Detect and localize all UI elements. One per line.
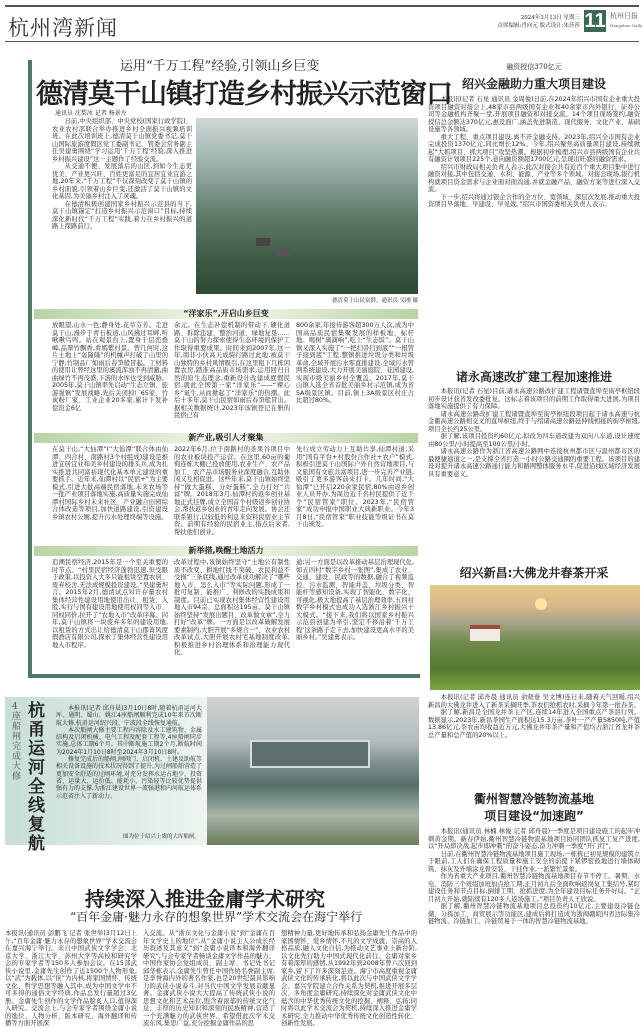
logo-text: 杭州日报	[610, 12, 638, 20]
logo-en: Hangzhou Daily	[610, 23, 643, 28]
paragraph: 修复完成后的船闸,闸阀门、启闭机、土建及助航等相关设备设施的技术状况得到了提升,为过闸船舶营造了更加安全舒适的过闸环境,对充分发挥水运占地少、投资省、运量大、运价低、能耗小、污染轻等比较优势提供强有力的支撑,为浙江建设世界一流强港和内河航运体系示范省注入了新动力。	[56, 756, 202, 800]
column: 通;另一方面是以改革推动基层治理现代化,如五四村“数字乡村一张图”,集成了农业、交通、建设、民政等的数据,融合了视频监控、污水监测、智能井盖、垃圾分类、智能杆等感知设备,实现了智能化、数字化、可视化,极大地提高了基层治理效率,五四村数字乡村模式也成功入选浙江乡村振兴十大模式。“接下来,我们将以国家乡村振兴示范县创建为牵引,坚定不移沿着‘千万工程’这条路子走下去,加快建设更高水平的美丽乡村。”吴建勇表示。	[296, 559, 414, 641]
paragraph: 本报讯(通讯员 林楠 林俊 记者 邱舟晨)一季度是项目建设施工的起步冲刺黄金期。新春伊始,衢州智慧冷链物流基地项目协同团队抓复工复产进度,以“开局即决战,起步即冲刺”的奋斗姿态,奋力冲刺一季度“开门红”。	[428, 828, 640, 850]
highway-headline: 诸永高速改扩建工程加速推进	[455, 370, 612, 384]
paragraph: 日前,中央组织部、中央党校(国家行政学院)、农业农村部联合举办推进乡村全面振兴视频培训班。在此次培训班上,德清莫干山镇党委书记,莫干山国际旅游度假区党工委副书记、管委会常务副主任吴建勇围绕“学习运用‘千万工程’经验,深入推进乡村振兴建设”这一主题作了经验交流。	[52, 118, 192, 163]
paragraph: 据了解,该项目投资约60亿元,拟改为四车道改建为双向八车道,设计速度由80公里/小时提高至100公里/小时。	[428, 433, 640, 448]
coldchain-headline	[428, 790, 640, 824]
column: 本报讯(通讯员 彭鹏飞 记者 张世举)3月12日上午,“百年金庸·魅力永存的想象世界”学术交流会在嘉兴海宁举行。来自中国武侠文学学会、北京大学、浙江大学、苏州大学等高校和研究学会的专家学者等150多人参加会议。在15部武侠小说里,金庸先生创作了近1500个人物形象,以“武”为载体,以“侠”为内核,将家国情怀、传统文化、哲学思想等融入其中,成为中国文学中不可多得的通俗文学经典,作品总发行量超过3亿册。金庸先生创作的文学作品脍炙人口,值得深入研究。交流会上,与会专家学者围绕金庸小说的地位、人物分析、版本研究、海外翻译和传播等方面开展深	[5, 930, 137, 1027]
paragraph: 绍兴市财政局相关负责人表示,此次对接会共有近百个重大项目集中进行融资对接,其中包括交通、水利、能源、产业等多个领域。对接会现场,银行机构就项目资金需求与企业面对面沟通,并就金融产品、融资方案等进行深入交流。	[428, 163, 640, 193]
column: 入交流。从“浙东文化与金庸小说”到“金庸在百年文学史上的地位”,从“金庸小说主人公成长经历叙述及其意义”到“金庸小说译本和海外翻译研究”,与会专家学者畅谈金庸文学作品的魅力。中国作家协会党组成员、副主席、书记处书记邱华栋表示,金庸先生曾任中国作协名誉副主席,是享誉海内外的著名作家,也是20世纪最具影响力的武侠小说泰斗,对当代中国文学发展贡献显著。金庸武侠小说大大提高了传统武侠小说的思想文化和艺术品位,饱含着浓郁的传统文化气息、丰厚的历史知识和深刻的民族精神,营造了一个充满魅力的武侠世界。希望借此次学术交流东风,集思广益,充分挖掘金庸作品的思	[143, 930, 275, 1027]
finance-headline: 绍兴金融助力重大项目建设	[461, 77, 606, 91]
paragraph: 重大工程、重点项目建设,离不开金融支持。2023年,绍兴全市国有企业完成投资1370亿元,同比增长12%。今年,绍兴聚焦高质量项目建设,持续掀起“大抓项目、抓大项目”攻坚热潮。根据初步梳理,绍兴市县两级国有企业共有融资计划项目225个,意向融资额超1700亿元,呈现出旺盛的融资需求。	[428, 133, 640, 163]
paragraph: 本报讯(记者 石星 通讯员 金周俊)日前,在2024年绍兴市国有企业重大投资项目融资对接会上,48家市县两级国有企业和40余家市内外银行、证券公司等金融机构齐聚一堂,开展项目融资和对接交流。14个项目现场签约,融资授信总金额达370亿元,惠及面广,涵盖先进制造、现代服务、文化产业、基础设施等各领域。	[428, 96, 640, 133]
main-byline: 通讯员 沈梨冰 记者 杨景左	[55, 110, 127, 117]
jinyong-subtitle: “百年金庸·魅力永存的想象世界”学术交流会在海宁举行	[70, 910, 363, 924]
jinyong-headline: 持续深入推进金庸学术研究	[85, 887, 325, 911]
column: 2022年6月,位于南路村的茶果谷项目中的农业板块投产运营。在这里,60亩的葡萄连栋大棚已投放使用,农业生产、农产品加工、农产品市场服务业深度融合,互助休闲又互相促进。这些年来,莫干山镇始终坚持“做大蛋糕、分好蛋糕”,全力打好“共富”牌。2018年3月,仙潭村的返乡创业基地正式挂牌,成立全国首个村级返乡创业协会,帮扶返乡创业的青年走向发展。协会还联系银行,以较低的利息来资料民宿业主节资。前期有经验的民宿业主,指点后来者,帮扶他们创业。	[174, 446, 290, 536]
column: 改革过程中,该镇始终坚守“土地公有制性质不改变、耕地红线不突破、农民利益不受损”三条底线,通过改革成功解决了“哪些地入市、怎么入市”等实际问题,形成了一批可复制、能推广、利修改的实践成果和制度。目前已实现农村集体经营性建设用地入市94宗、总面积达195亩。莫干山镇始终坚持“发展出题目、改革做文章”,全力打好“改革”牌。一方面是以改革破解发展要素制约,大胆开展“多规合一”、农业农村改革试点,大胆开展农村宅基地制度改革,积极推进乡村治理体系和治理能力现代化。	[174, 559, 290, 656]
header-bottom-rule	[5, 41, 639, 42]
mountain-photo	[196, 118, 418, 294]
ship-lock-photo	[207, 697, 419, 845]
column: 在莫干山,“大仙潭”(“大仙潭”联合体由仙潭、四合村、南路村3个村组成)建设是推进宜居宜业和美乡村建设的排头兵,成为扎实推进共同富裕现代化基本单元建设的重要抓手。近年来,仙潭村以“民宿+”为主要模式,引进大批高端民宿落地,未来农场等一批产业项目落地实施,高质量实施完成仙潭村国际乡村未来社区、产业融合田园综合体改造等项目,加快道路建设,引资建设乡镇农村公厕,提升污水处理终端等设施。	[52, 446, 168, 521]
paragraph: 诸永高速公路作为浙江省高速公路网中连接杭州都市区与温州都市区的最便捷通道之一,是支撑全省打造一小时公路交通圈的重要工程。该项目的建设对提升诸永高速公路通行能力和路网整体服务水平,促进沿线区域经济发展具有重要意义。	[428, 448, 640, 478]
headline-line: 项目建设“加速跑”	[484, 809, 584, 823]
column: 800余家,年接待游客超300万人次,成为中国高品质民宿集聚发展的样板地、标杆地。喝树“滴滴响”,吃上“生态饭”。莫干山镇又深入实施了“一把扫帚扫到底”“一根管子接到底”工程,整镇推进垃圾分类和垃圾革命,全域开展污水零直排建设,全域污水管网系统建设,大力开展美丽庭院、花园建设,实现市级美丽乡村全覆盖。2017年,莫干山镇入选全省首批美丽乡村示范镇,成为省5A级景区镇。目前,镇上3A级景区村庄占比超过80%。	[296, 322, 414, 404]
canal-headline: 杭甬运河全线复航	[28, 701, 45, 854]
column: 余元。在生态补偿机制的带动下,硬化道路、拆除违建、整治河道、绿地复垦……莫干山的努力探索使得生态环境的保护工作取得重要成果。时间来到2007年,这一年,南非小伙高天成骑行路过此地,被莫干山独特的乡村风情吸引,在这里租下几栋闲置农房,踏准高品质市场需求,运用回归自然的原生态理念,重新设计改建成度假民宿,就此全国第一家“洋家乐”——“裸心乡”诞生,从而掀起了“洋家乐”的热潮。此后十多年,莫干山民宿如雨后春笋般冒出。据相关数据统计,2023年该镇登记在册的民宿已有	[174, 322, 290, 419]
house-shape	[256, 238, 270, 246]
paragraph: 从交通不便、发展落后的山区,到如今生态更优美、产业更兴旺、百姓更富足的宜居宜业宜游之地,20年来,“千万工程”不仅深刻改变了莫干山镇的乡村面貌,引领着山乡巨变,还激活了莫干山镇的文化基因,为美丽乡村注入了灵魂。	[52, 163, 192, 200]
paragraph: 本报讯(记者 邱舟晨 通讯员 俞晓垂 吴文博)连日来,随着天气回暖,绍兴新昌的大佛龙井进入了新茶采摘旺季,茶农们抢抓农时,采摘今年第一批春茶。	[428, 694, 640, 709]
paragraph: 日前,在衢州智慧冷链物流基地项目施工现场,一栋栋已初见规模的建筑立于眼前,工人们在确保工程质量和施工安全的前提下紧锣密鼓地进行墙体砌筑、抹灰及外墙涂龙骨安装、干挂作业,一派繁忙景象。	[428, 850, 640, 873]
newspaper-logo	[610, 12, 642, 30]
subhead-new-industry: 新产业,吸引人才聚集	[34, 433, 418, 443]
column: 追溯民宿经济,2015年是一个至关重要的时节点。“村里民宿经济蓬勃迅速,但受限于政策,以投资人大多只能租赁空置农居、废弃校舍,无法成规模投资建设。”吴建勇坦言。2015年2月,德清试点对许存量农村集体经营性建设用地使用出让、租赁、入股,实行与国有建设用地使用权同等入市、同权同价,拉开了“农地入市”改革序幕。同年,莫干山镇将一块废弃多年的建设用地,以租赁的方式出让给德清莫干山郡箐风度假酒店有限公司,探索了集体经营性建设用地入市程序。	[52, 559, 168, 649]
paragraph: 在德清积极创建国家乡村振兴示范县的当下,莫干山镇锚定“打造乡村振兴示范窗口”目标,持续深化新时代“千万工程”实践,着力在乡村振兴的道路上探路前行。	[52, 200, 192, 230]
tea-headline: 绍兴新昌:大佛龙井春茶开采	[459, 566, 609, 580]
main-headline: 德清莫干山镇打造乡村振兴示范窗口	[36, 79, 452, 110]
paragraph: 下一步,绍兴将通过银企合作的全方位、宽领域、深层次发展,推动重大投资项目早落地、早建设、早见效。”绍兴市国资委相关负责人表示。	[428, 193, 640, 208]
coldchain-body	[428, 828, 640, 1022]
canal-caption: 图为位于绍兴上虞的大厍船闸。	[122, 834, 200, 840]
sun-shape	[535, 598, 547, 610]
headline-line: 衢州智慧冷链物流基地	[473, 792, 594, 806]
canal-body	[56, 705, 202, 823]
house-shape	[276, 248, 290, 256]
tea-body	[428, 694, 640, 762]
header-top-rule	[5, 5, 639, 7]
paragraph: 本报讯(记者 邱舟晨)3月10日8时,随着杭甬运河大厍、通明、蜀山、姚江4座船闸顺利完成10年来首次断航大修,杭甬运河绍兴段、宁波段全线恢复通航。	[56, 705, 202, 727]
photo-caption: 德清莫干山民宿群。通讯员 吴刚 摄	[332, 298, 418, 304]
finance-body	[428, 96, 640, 346]
highway-body	[428, 388, 640, 548]
ship-lock-shape	[250, 740, 370, 768]
page-number: 11	[584, 10, 606, 32]
issue-date: 2024年3月13日 星期三	[520, 15, 580, 21]
column: 放眼望,山水一色;静身处,花草芬芳。走进莫干山,漫步于青石板道,山风拂过耳畔,听啾啾鸟鸣。站在观景台上,置身于层峦叠嶂,品翠竹飘香,看嫣紫村景。曾几何时,这片土地上“轰隆隆”的机械声打破了山里的宁静,竹制品厂如雨后春笋般冒起。工材料的使用让曾经这里的溪流浑浊不再清澈,曲曲绿竹不再茂盛,下游的水库也受到威胁。2005年,莫干山镇率先启动“生态立镇、旅游强镇”发展战略,先后关闭掉厂65家、竹炭粉厂家、工业企业20多家,累计下发补偿资金6亿	[52, 322, 168, 412]
house-shape	[470, 625, 500, 641]
dateline	[480, 14, 580, 30]
main-subtitle: 运用“千万工程”经验,引领山乡巨变	[120, 59, 320, 74]
column: 先行成立劳动力上互助共享,仙潭村道;采用“国有平台+村股份合作社+农户”模式,积极引进莫干山国际户外自然营地项目,与文旅国有文旅共富项目,进一步完善产业链,吸引了更多游客前来打卡。几年时间,“大仙潭”已开启220余家民宿,80%由返乡创业人员开办,为周边近千名村民提供了近千个“民宿管家”职位。2023年,“民宿管家”成功申报中国职业大典新职业。今年3月8日,“民宿管家”职业技能等级证书在莫干山颁发。	[296, 446, 414, 528]
main-intro	[52, 118, 192, 293]
finance-kicker: 融资授信370亿元	[506, 63, 562, 71]
editors: 首席编辑:肖向元 版式设计:朱莎莎	[497, 23, 580, 29]
paragraph: 本次船闸大修主要工程内容除及水工建筑物、金属结构及启闭机械、电气工程及配套工程等,4座船闸同步实施,总体工期6个月。其中断航施工期2个月,断航时间为2024年1月10日8时至2024年3月10日8时。	[56, 726, 202, 756]
subhead-new-measures: 新举措,唤醒土地活力	[34, 546, 418, 556]
canal-side-title: 4座船闸完成大修	[12, 702, 22, 782]
subhead-yangjiale: “洋家乐”,开启山乡巨变	[34, 309, 418, 319]
paragraph: 诸永高速公路改扩建工程诸暨直埠至街亭枢纽段项目起于诸永高速与杭金衢高速公路相交叉的直埠枢纽,终于与绍诸高速公路延伸线相接的街亭枢纽,项目全长约25公里。	[428, 410, 640, 433]
paragraph: 据了解,衢州智慧冷链物流基地项目总投资约10亿元,主要建设冷链仓储、分拣加工、商贸展示等功能区,建成后将打造成为浙闽赣皖四省边际集冷链物流、冷链加工、冷链贸易于一体的智慧冷链物流基地。	[428, 903, 640, 925]
paragraph: 作为省重大产业项目,衢州智慧冷链物流基地项目春节不停工。暑期、水电、消防三个班组加班加点抢工期,正月初九后全面吹响返岗复工集结号,紧盯建设任务和节点目标,倒排工期、抢抓进度,为全年建设目标任务开好局。“正月初九开始,就陆续有120多人返场施工。”项目负责人王欣说。	[428, 873, 640, 903]
paragraph: 本报讯(记者 石星)目前,诸永高速公路改扩建工程诸暨直埠至街亭枢纽段初步设计获省发改委批复。这标志着该项目的前期工作取得重大进展,为项目落地实施提供了有力保障。	[428, 388, 640, 410]
column: 想精神力量,更好地传承和弘扬金庸先生作品中的家国情怀、爱乡情怀,不凡的文学成就、崇高的人格品质,融入文化自信,为推动文艺事业上新台阶,以文化先行助力中国式现代化前行。金庸对家乡有着深厚的感情,从1992年到2008年曾六次回到家乡,留下了许多深刻足迹。海宁市高度重视金庸武侠文化的传承转化,将以此次与中国武侠文学学会、嘉兴学院建立合作关系为契机,推进开展多层次、多角度金庸研究,持续深化对金庸武侠文化中蕴含的中华优秀传统文化的挖掘、阐释、弘扬;同时将以此学术交流会为契机,持续深入推进金庸学术研究,全力推动中华优秀传统文化创造性转化、创新性发展。	[281, 930, 417, 1027]
paragraph: 据了解,新昌是全国龙井茶主产区,连续14年进入全国重点产茶县行列。数据显示,2023年,新昌茶园生产面积达15.3万亩,茶叶一产产量5850吨,产值13.86亿元,茶农亩均收益近万元,大佛龙井年茶产量和产值均占浙江省龙井茶总产量和总产值的20%以上。	[428, 709, 640, 739]
section-title: 杭州湾新闻	[8, 16, 118, 40]
